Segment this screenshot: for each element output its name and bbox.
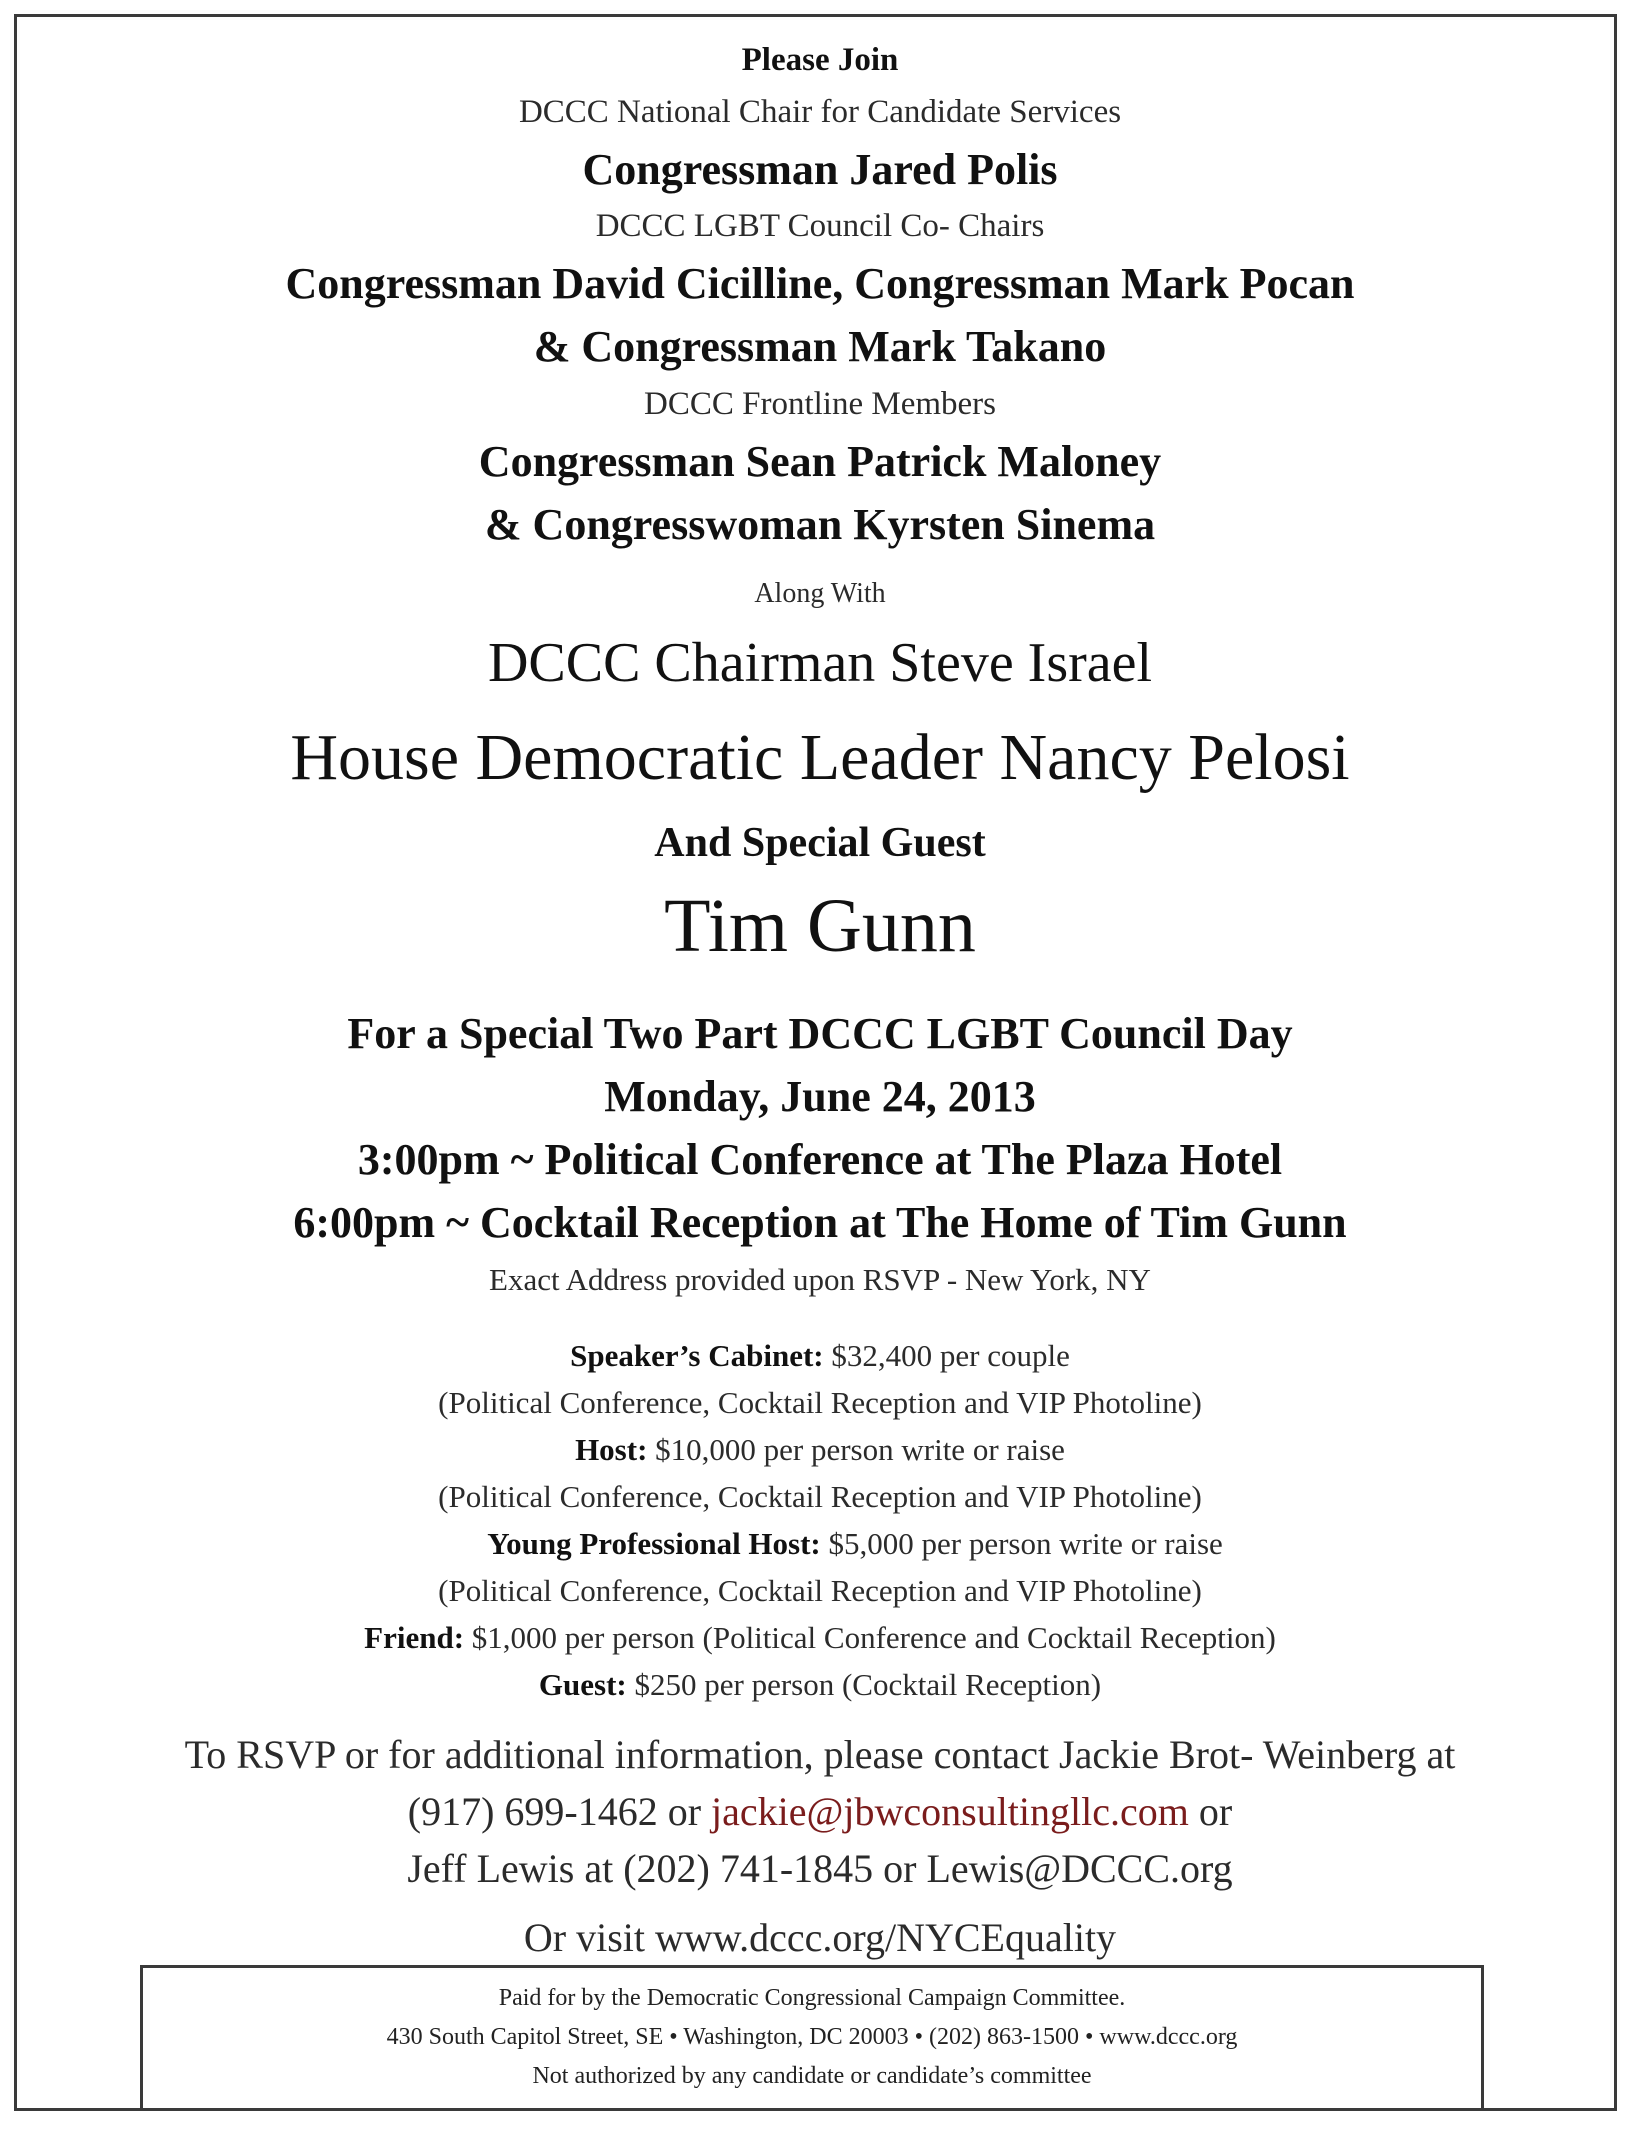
rsvp-phone-tail: or (1188, 1789, 1233, 1834)
level-label: Host: (575, 1432, 648, 1467)
disclaimer-box (140, 1965, 1484, 2111)
leader-nancy-pelosi: House Democratic Leader Nancy Pelosi (290, 721, 1350, 794)
level-detail: $10,000 per person write or raise (647, 1432, 1065, 1467)
level-friend (0, 1622, 1640, 1653)
level-detail: $250 per person (Cocktail Reception) (626, 1667, 1102, 1702)
paid-for-line: Paid for by the Democratic Congressional Campaign Committee. (498, 1985, 1126, 2011)
name-takano: & Congressman Mark Takano (533, 322, 1107, 371)
level-label: Guest: (538, 1667, 627, 1702)
please-join: Please Join (741, 42, 899, 78)
level-detail: $1,000 per person (Political Conference and Cocktail Reception) (464, 1620, 1276, 1655)
level-speakers-cabinet (0, 1340, 1640, 1371)
name-sinema: & Congresswoman Kyrsten Sinema (484, 500, 1156, 549)
special-guest-label: And Special Guest (654, 820, 986, 866)
level-young-professional-host (0, 1528, 1640, 1559)
committee-address: 430 South Capitol Street, SE • Washington, DC 20003 • (202) 863-1500 • www.dccc.org (386, 2024, 1238, 2050)
level-label: Speaker’s Cabinet: (570, 1338, 824, 1373)
level-note: (Political Conference, Cocktail Reception and VIP Photoline) (438, 1385, 1202, 1420)
event-title: For a Special Two Part DCCC LGBT Council Day (347, 1009, 1293, 1058)
address-note: Exact Address provided upon RSVP - New York, NY (489, 1262, 1151, 1297)
level-note: (Political Conference, Cocktail Reception and VIP Photoline) (438, 1479, 1202, 1514)
not-authorized-line: Not authorized by any candidate or candidate’s committee (532, 2063, 1092, 2089)
visit-website-link[interactable]: Or visit www.dccc.org/NYCEquality (523, 1915, 1117, 1960)
role-national-chair: DCCC National Chair for Candidate Services (518, 94, 1122, 130)
event-date: Monday, June 24, 2013 (604, 1072, 1036, 1121)
rsvp-email-link[interactable]: jackie@jbwconsultingllc.com (711, 1789, 1189, 1834)
along-with: Along With (754, 578, 886, 609)
level-label: Young Professional Host: (487, 1526, 821, 1561)
rsvp-line: To RSVP or for additional information, please contact Jackie Brot- Weinberg at (184, 1732, 1456, 1777)
level-detail: $32,400 per couple (823, 1338, 1070, 1373)
rsvp-phone: (917) 699-1462 or (407, 1789, 712, 1834)
level-guest (0, 1669, 1640, 1700)
name-maloney: Congressman Sean Patrick Maloney (478, 437, 1162, 486)
name-cicilline-pocan: Congressman David Cicilline, Congressman Mark Pocan (285, 259, 1355, 308)
event-part-2: 6:00pm ~ Cocktail Reception at The Home of Tim Gunn (293, 1198, 1347, 1247)
rsvp-jeff-lewis[interactable]: Jeff Lewis at (202) 741-1845 or Lewis@DCCC.org (407, 1846, 1233, 1891)
level-detail: $5,000 per person write or raise (820, 1526, 1223, 1561)
chairman-steve-israel: DCCC Chairman Steve Israel (487, 632, 1153, 694)
level-host (0, 1434, 1640, 1465)
event-part-1: 3:00pm ~ Political Conference at The Plaza Hotel (357, 1135, 1283, 1184)
role-lgbt-co-chairs: DCCC LGBT Council Co- Chairs (595, 208, 1045, 244)
rsvp-phone-line (0, 1789, 1640, 1834)
level-note: (Political Conference, Cocktail Reception and VIP Photoline) (438, 1573, 1202, 1608)
name-jared-polis: Congressman Jared Polis (582, 145, 1058, 194)
special-guest-name: Tim Gunn (664, 884, 976, 968)
level-label: Friend: (364, 1620, 465, 1655)
role-frontline-members: DCCC Frontline Members (644, 386, 996, 422)
